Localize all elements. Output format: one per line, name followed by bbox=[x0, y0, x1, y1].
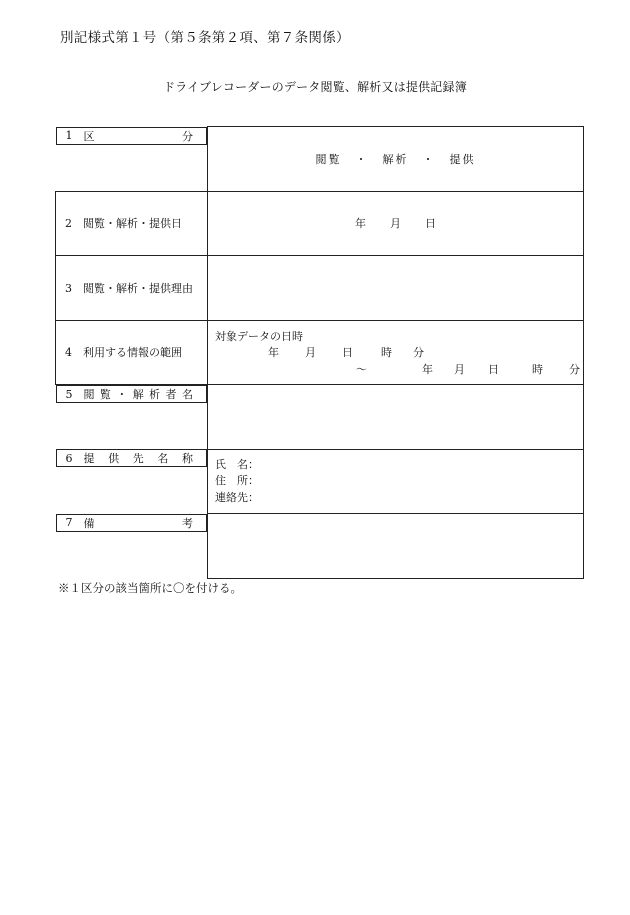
category-options[interactable] bbox=[208, 127, 584, 192]
label-part: 区 bbox=[83, 129, 95, 143]
table-row-recipient bbox=[56, 449, 584, 514]
label-text: 閲覧・解析・提供理由 bbox=[83, 281, 193, 295]
separator: ・ bbox=[422, 152, 436, 166]
label-remarks: 7 備 考 bbox=[56, 514, 208, 532]
range-to: ～ 年 月 日 時 分 bbox=[356, 363, 580, 377]
remarks-field[interactable] bbox=[208, 514, 584, 579]
row-number: 4 bbox=[65, 346, 72, 360]
date-field[interactable] bbox=[208, 191, 584, 256]
table-row-range bbox=[56, 320, 584, 385]
table-row-reason bbox=[56, 256, 584, 321]
recipient-field[interactable] bbox=[208, 449, 584, 514]
label-reason bbox=[56, 256, 208, 321]
table-row-category bbox=[56, 127, 584, 192]
table-row-remarks bbox=[56, 514, 584, 579]
month-unit: 月 bbox=[390, 217, 401, 231]
row-number: 1 bbox=[65, 129, 73, 142]
footnote: ※１区分の該当箇所に〇を付ける。 bbox=[58, 581, 242, 595]
row-number: 5 bbox=[65, 387, 73, 401]
table-row-date bbox=[56, 191, 584, 256]
option-provide[interactable]: 提供 bbox=[449, 152, 476, 166]
recipient-contact-label: 連絡先： bbox=[215, 490, 259, 504]
form-id: 別記様式第１号（第５条第２項、第７条関係） bbox=[60, 30, 350, 46]
label-recipient: 6 提 供 先 名 称 bbox=[56, 449, 208, 467]
separator: ・ bbox=[355, 152, 369, 166]
range-field[interactable] bbox=[208, 320, 584, 385]
option-analyze[interactable]: 解析 bbox=[382, 152, 409, 166]
recipient-name-label: 氏 名： bbox=[215, 457, 259, 471]
label-range bbox=[56, 320, 208, 385]
range-heading: 対象データの日時 bbox=[215, 330, 303, 344]
row-number: 6 bbox=[65, 451, 73, 465]
label-text: 閲覧・解析・提供日 bbox=[83, 217, 182, 231]
row-number: 7 bbox=[65, 516, 73, 529]
label-analyst: 5 閲 覧 ・ 解 析 者 名 bbox=[56, 385, 208, 403]
recipient-address-label: 住 所： bbox=[215, 474, 259, 487]
record-table bbox=[55, 126, 584, 579]
table-row-analyst bbox=[56, 385, 584, 450]
option-view[interactable]: 閲覧 bbox=[315, 152, 342, 166]
row-number: 3 bbox=[65, 281, 72, 295]
year-unit: 年 bbox=[355, 217, 366, 231]
document-title: ドライブレコーダーのデータ閲覧、解析又は提供記録簿 bbox=[163, 80, 467, 94]
day-unit: 日 bbox=[425, 217, 436, 231]
label-category bbox=[56, 127, 208, 145]
label-part: 分 bbox=[182, 129, 193, 143]
range-from: 年 月 日 時 分 bbox=[268, 346, 424, 360]
label-date bbox=[56, 191, 208, 256]
analyst-name-field[interactable] bbox=[208, 385, 584, 450]
row-number: 2 bbox=[65, 217, 72, 231]
label-text: 利用する情報の範囲 bbox=[83, 346, 182, 360]
reason-field[interactable] bbox=[208, 256, 584, 321]
